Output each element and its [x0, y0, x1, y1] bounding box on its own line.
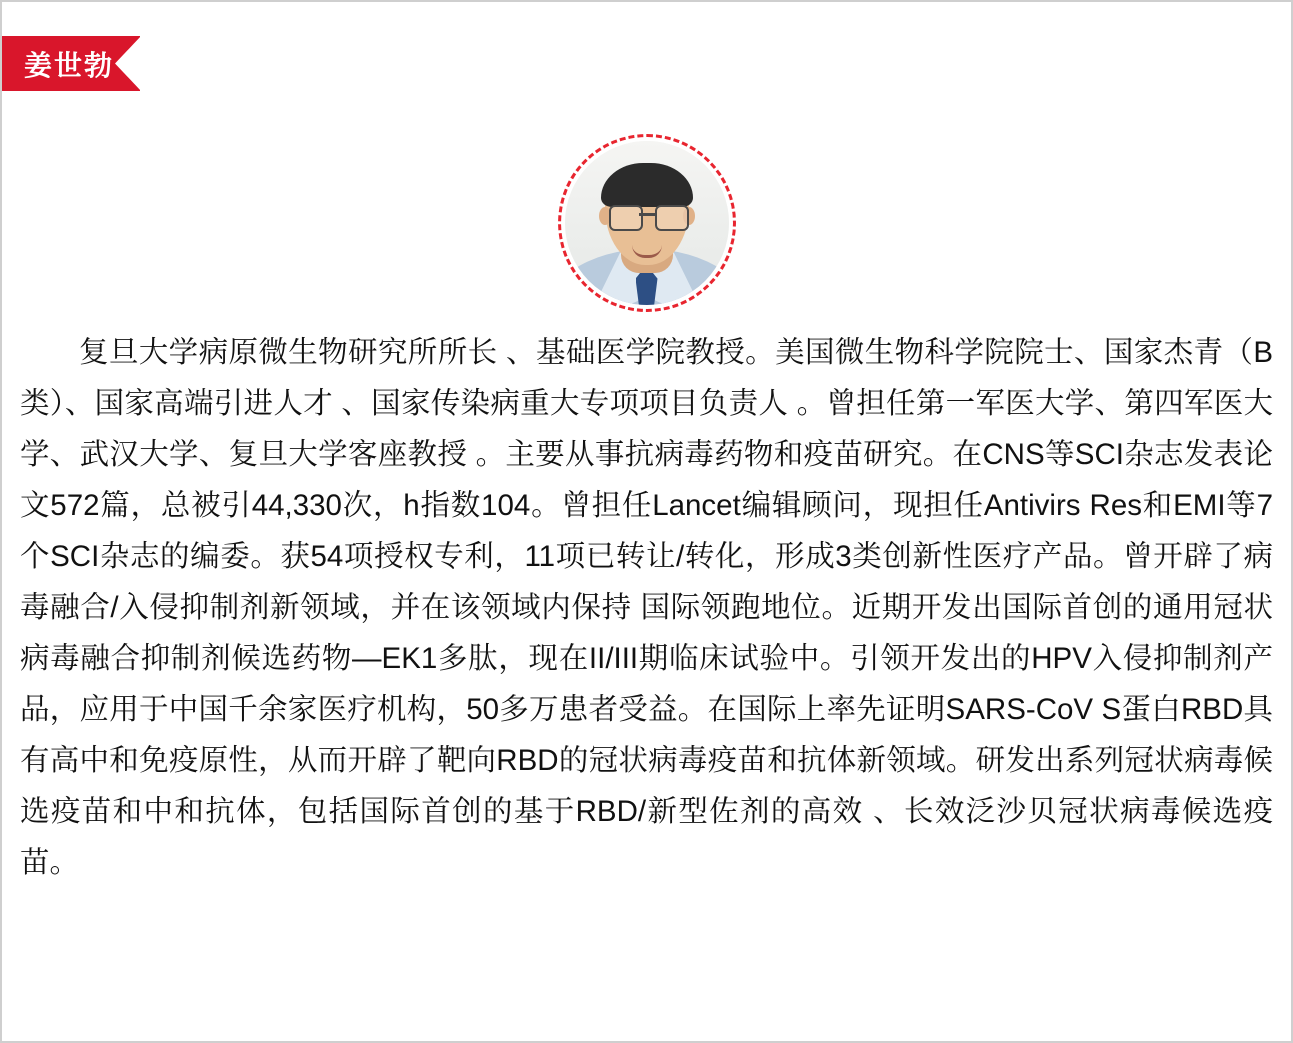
glasses-bridge: [639, 213, 655, 216]
glasses-right-lens: [655, 205, 689, 231]
biography-text: 复旦大学病原微生物研究所所长 、基础医学院教授。美国微生物科学院院士、国家杰青（B 类）、国家高端引进人才 、国家传染病重大专项项目负责人 。曾担任第一军医大学、第四军医大学、武汉大学、复旦大学客座教授 。主要从事抗病毒药物和疫苗研究。在CNS等SCI杂志发表论文572篇，总被引44,330次，h指数104。曾担任Lancet编辑顾问，现担任Antivirs Res和EMI等7个SCI杂志的编委。获54项授权专利，11项已转让/转化，形成3类创新性医疗产品。曾开辟了病毒融合/入侵抑制剂新领域，并在该领域内保持 国际领跑地位。近期开发出国际首创的通用冠状病毒融合抑制剂候选药物—EK1多肽，现在II/III期临床试验中。引领开发出的HPV入侵抑制剂产品，应用于中国千余家医疗机构，50多万患者受益。在国际上率先证明SARS-CoV S蛋白RBD具有高中和免疫原性，从而开辟了靶向RBD的冠状病毒疫苗和抗体新领域。研发出系列冠状病毒候选疫苗和中和抗体，包括国际首创的基于RBD/新型佐剂的高效 、长效泛沙贝冠状病毒候选疫苗。: [20, 336, 1273, 879]
glasses-left-lens: [609, 205, 643, 231]
name-banner: [2, 36, 140, 91]
banner-notch: [115, 36, 141, 91]
avatar: [558, 134, 736, 312]
person-name: 姜世勃: [24, 49, 115, 81]
portrait-photo: [565, 141, 729, 305]
portrait-container: [2, 134, 1291, 312]
